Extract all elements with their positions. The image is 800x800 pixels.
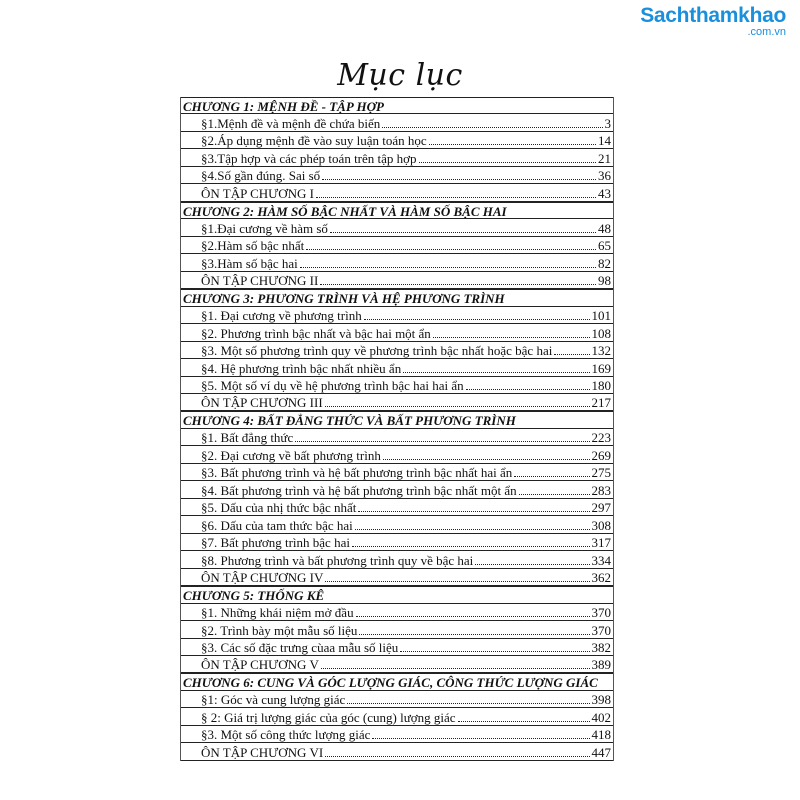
dot-leader <box>383 459 590 460</box>
toc-entry-page: 101 <box>591 308 611 324</box>
toc-entry <box>181 708 613 725</box>
toc-entry-page: 418 <box>591 727 611 743</box>
toc-entry <box>181 132 613 149</box>
dot-leader <box>306 249 596 250</box>
toc-entry-label: §4. Bất phương trình và hệ bất phương trình bậc nhất một ẩn <box>201 482 517 498</box>
dot-leader <box>382 127 602 128</box>
toc-entry-page: 36 <box>598 168 611 184</box>
toc-entry <box>181 394 613 411</box>
toc-entry <box>181 219 613 236</box>
logo-domain: .com.vn <box>747 26 786 38</box>
toc-entry-page: 283 <box>591 482 611 498</box>
dot-leader <box>400 651 589 652</box>
chapter-heading: CHƯƠNG 2: HÀM SỐ BẬC NHẤT VÀ HÀM SỐ BẬC HAI <box>181 202 613 219</box>
toc-entry-page: 223 <box>591 430 611 446</box>
toc-entry-page: 269 <box>591 447 611 463</box>
toc-entry <box>181 342 613 359</box>
toc-entry-page: 362 <box>591 570 611 586</box>
dot-leader <box>364 319 590 320</box>
toc-entry-label: §8. Phương trình và bất phương trình quy về bậc hai <box>201 552 474 568</box>
toc-entry-label: §2. Đại cương về bất phương trình <box>201 447 381 463</box>
toc-entry-page: 132 <box>591 343 611 359</box>
toc-entry <box>181 324 613 341</box>
toc-entry-label: ÔN TẬP CHƯƠNG V <box>201 657 319 673</box>
chapter-heading: CHƯƠNG 3: PHƯƠNG TRÌNH VÀ HỆ PHƯƠNG TRÌNH <box>181 289 613 306</box>
toc-entry-page: 370 <box>591 622 611 638</box>
toc-entry-label: §4.Số gần đúng. Sai số <box>201 168 321 184</box>
toc-entry <box>181 114 613 131</box>
toc-entry-page: 3 <box>604 115 611 131</box>
toc-entry-label: § 2: Giá trị lượng giác của góc (cung) lượng giác <box>201 709 456 725</box>
chapter-heading: CHƯƠNG 5: THỐNG KÊ <box>181 586 613 603</box>
toc-entry-page: 317 <box>591 535 611 551</box>
toc-entry <box>181 359 613 376</box>
dot-leader <box>316 197 596 198</box>
toc-entry <box>181 499 613 516</box>
toc-entry <box>181 184 613 201</box>
site-logo <box>640 5 786 38</box>
dot-leader <box>321 668 590 669</box>
toc-entry-page: 389 <box>591 657 611 673</box>
dot-leader <box>356 616 590 617</box>
dot-leader <box>320 284 596 285</box>
toc-entry-label: §5. Dấu của nhị thức bậc nhất <box>201 500 357 516</box>
chapter-heading: CHƯƠNG 6: CUNG VÀ GÓC LƯỢNG GIÁC, CÔNG THỨC LƯỢNG GIÁC <box>181 673 613 690</box>
toc-entry-page: 48 <box>598 220 611 236</box>
dot-leader <box>359 634 589 635</box>
dot-leader <box>355 529 590 530</box>
toc-entry <box>181 551 613 568</box>
toc-entry <box>181 569 613 586</box>
toc-entry-label: §5. Một số ví dụ về hệ phương trình bậc hai hai ẩn <box>201 377 464 393</box>
toc-entry <box>181 149 613 166</box>
toc-entry-page: 398 <box>591 692 611 708</box>
dot-leader <box>322 179 596 180</box>
toc-entry-page: 334 <box>591 552 611 568</box>
toc-entry-label: §2. Trình bày một mẫu số liệu <box>201 622 358 638</box>
toc-entry-label: §3. Các số đặc trưng cùaa mẫu số liệu <box>201 640 399 655</box>
toc-entry <box>181 516 613 533</box>
toc-entry-label: ÔN TẬP CHƯƠNG III <box>201 395 323 411</box>
toc-entry <box>181 639 613 656</box>
toc-entry-label: ÔN TẬP CHƯƠNG II <box>201 273 319 289</box>
toc-entry-label: §3. Bất phương trình và hệ bất phương trình bậc nhất hai ẩn <box>201 465 513 481</box>
toc-entry <box>181 534 613 551</box>
toc-entry-page: 65 <box>598 238 611 254</box>
toc-entry <box>181 621 613 638</box>
dot-leader <box>295 441 589 442</box>
toc-entry <box>181 237 613 254</box>
toc-entry-label: ÔN TẬP CHƯƠNG VI <box>201 744 324 760</box>
toc-entry-page: 43 <box>598 185 611 201</box>
table-of-contents <box>180 97 614 761</box>
toc-entry-page: 297 <box>591 500 611 516</box>
dot-leader <box>458 721 590 722</box>
toc-entry-page: 180 <box>591 377 611 393</box>
dot-leader <box>352 546 590 547</box>
toc-entry-label: ÔN TẬP CHƯƠNG IV <box>201 570 324 586</box>
dot-leader <box>300 267 596 268</box>
toc-entry <box>181 377 613 394</box>
toc-entry-page: 308 <box>591 517 611 533</box>
dot-leader <box>429 144 596 145</box>
toc-entry <box>181 167 613 184</box>
logo-name: Sachthamkhao <box>640 4 786 27</box>
toc-entry <box>181 464 613 481</box>
toc-entry-label: §6. Dấu của tam thức bậc hai <box>201 517 353 533</box>
toc-entry <box>181 446 613 463</box>
dot-leader <box>466 389 590 390</box>
dot-leader <box>330 232 596 233</box>
dot-leader <box>372 738 589 739</box>
toc-entry-label: §3. Một số công thức lượng giác <box>201 727 371 743</box>
toc-entry-page: 217 <box>591 395 611 411</box>
toc-entry <box>181 604 613 621</box>
toc-entry-label: §2.Áp dụng mệnh đề vào suy luận toán học <box>201 133 427 149</box>
toc-entry-page: 447 <box>591 744 611 760</box>
toc-entry-page: 169 <box>591 360 611 376</box>
toc-entry-page: 82 <box>598 255 611 271</box>
toc-entry-page: 275 <box>591 465 611 481</box>
dot-leader <box>554 354 589 355</box>
dot-leader <box>514 476 589 477</box>
toc-entry <box>181 481 613 498</box>
toc-entry-label: §2. Phương trình bậc nhất và bậc hai một ẩn <box>201 325 431 341</box>
dot-leader <box>325 581 589 582</box>
toc-entry-label: §4. Hệ phương trình bậc nhất nhiều ẩn <box>201 360 402 376</box>
toc-entry <box>181 307 613 324</box>
dot-leader <box>475 564 589 565</box>
toc-entry <box>181 691 613 708</box>
toc-entry-label: §1. Những khái niệm mở đầu <box>201 605 354 621</box>
dot-leader <box>325 406 590 407</box>
toc-entry-label: §1. Bất đẳng thức <box>201 430 294 446</box>
toc-entry <box>181 743 613 760</box>
toc-entry <box>181 429 613 446</box>
toc-entry <box>181 656 613 673</box>
toc-entry-page: 21 <box>598 150 611 166</box>
dot-leader <box>403 372 589 373</box>
toc-entry <box>181 272 613 289</box>
dot-leader <box>358 511 589 512</box>
toc-entry-label: §1.Đại cương về hàm số <box>201 220 328 236</box>
dot-leader <box>419 162 596 163</box>
dot-leader <box>519 494 590 495</box>
dot-leader <box>325 756 589 757</box>
toc-entry-page: 98 <box>598 273 611 289</box>
toc-entry-label: §3. Một số phương trình quy về phương trình bậc nhất hoặc bậc hai <box>201 343 553 359</box>
toc-entry-label: §2.Hàm số bậc nhất <box>201 238 305 254</box>
toc-entry-label: ÔN TẬP CHƯƠNG I <box>201 185 315 201</box>
chapter-heading: CHƯƠNG 1: MỆNH ĐỀ - TẬP HỢP <box>181 97 613 114</box>
toc-entry-label: §3.Tập hợp và các phép toán trên tập hợp <box>201 150 417 166</box>
toc-entry-label: §3.Hàm số bậc hai <box>201 255 298 271</box>
toc-entry <box>181 726 613 743</box>
dot-leader <box>347 703 589 704</box>
toc-entry-label: §1.Mệnh đề và mệnh đề chứa biến <box>201 115 381 131</box>
toc-entry-page: 108 <box>591 325 611 341</box>
toc-entry-label: §1: Góc và cung lượng giác <box>201 692 346 708</box>
dot-leader <box>433 337 590 338</box>
toc-entry-label: §1. Đại cương về phương trình <box>201 308 362 324</box>
toc-entry-label: §7. Bất phương trình bậc hai <box>201 535 350 551</box>
toc-entry-page: 382 <box>591 640 611 655</box>
toc-entry-page: 370 <box>591 605 611 621</box>
page-title: Mục lục <box>337 58 463 93</box>
chapter-heading: CHƯƠNG 4: BẤT ĐẲNG THỨC VÀ BẤT PHƯƠNG TRÌNH <box>181 411 613 428</box>
toc-entry <box>181 254 613 271</box>
toc-entry-page: 402 <box>591 709 611 725</box>
toc-entry-page: 14 <box>598 133 611 149</box>
